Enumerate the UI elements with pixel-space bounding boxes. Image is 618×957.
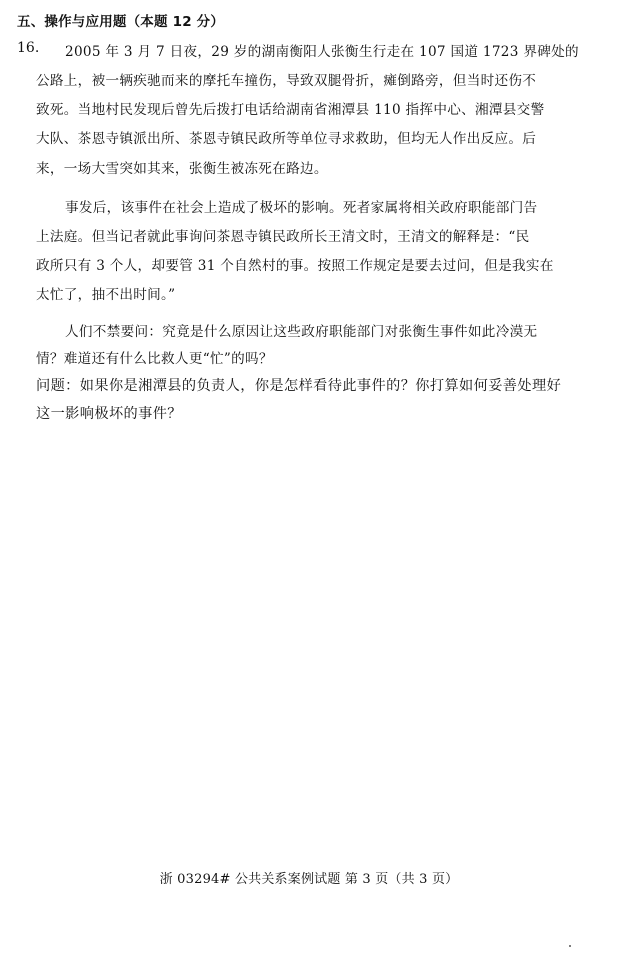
question-number: 16. [17, 40, 40, 56]
body-line: 人们不禁要问：究竟是什么原因让这些政府职能部门对张衡生事件如此冷漠无 [65, 324, 538, 340]
body-line: 事发后，该事件在社会上造成了极坏的影响。死者家属将相关政府职能部门告 [65, 200, 538, 216]
task-line: 这一影响极坏的事件？ [36, 406, 182, 422]
body-line: 致死。当地村民发现后曾先后拨打电话给湖南省湘潭县 110 指挥中心、湘潭县交警 [36, 102, 545, 118]
task-line: 问题：如果你是湘潭县的负责人，你是怎样看待此事件的？你打算如何妥善处理好 [36, 378, 562, 394]
body-line: 大队、茶恩寺镇派出所、茶恩寺镇民政所等单位寻求救助，但均无人作出反应。后 [36, 131, 537, 147]
body-line: 政所只有 3 个人，却要管 31 个自然村的事。按照工作规定是要去过问，但是我实在 [36, 258, 554, 274]
body-line: 2005 年 3 月 7 日夜，29 岁的湖南衡阳人张衡生行走在 107 国道 1723 界碑处的 [65, 44, 579, 60]
body-line: 上法庭。但当记者就此事询问茶恩寺镇民政所长王清文时，王清文的解释是：“民 [36, 229, 530, 245]
body-line: 太忙了，抽不出时间。” [36, 287, 176, 303]
body-line: 来，一场大雪突如其来，张衡生被冻死在路边。 [36, 161, 328, 177]
scan-speck [569, 945, 571, 947]
section-title: 五、操作与应用题（本题 12 分） [17, 14, 225, 30]
page-footer: 浙 03294# 公共关系案例试题 第 3 页（共 3 页） [159, 872, 459, 887]
body-line: 公路上，被一辆疾驰而来的摩托车撞伤，导致双腿骨折，瘫倒路旁，但当时还伤不 [36, 73, 537, 89]
body-line: 情？难道还有什么比救人更“忙”的吗？ [36, 351, 273, 367]
